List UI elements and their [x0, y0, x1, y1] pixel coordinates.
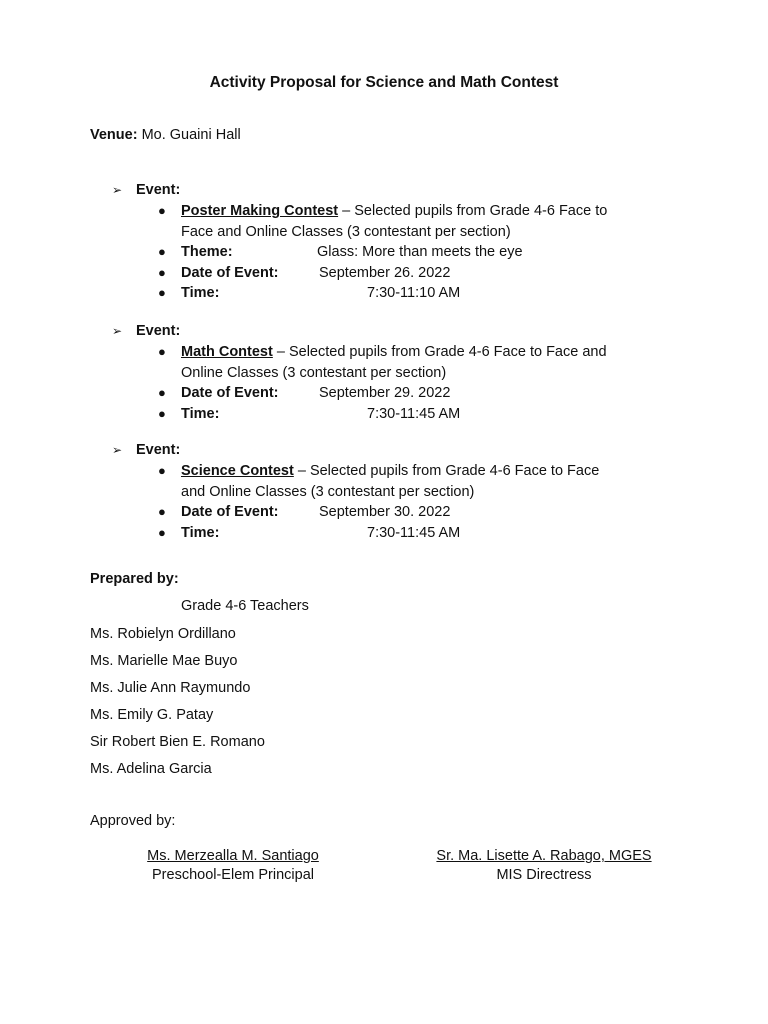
contest-name: Poster Making Contest	[181, 203, 339, 219]
dot-bullet-icon: ●	[158, 285, 166, 300]
dot-bullet-icon: ●	[158, 405, 166, 421]
signer-role: MIS Directress	[496, 867, 592, 883]
time-value: 7:30-11:45 AM	[367, 524, 461, 541]
dot-bullet-icon: ●	[158, 504, 166, 519]
signature-block-principal	[120, 847, 346, 885]
event-label: Event:	[136, 442, 181, 458]
dot-bullet-icon: ●	[158, 385, 166, 400]
list-item: Ms. Robielyn Ordillano	[90, 626, 236, 642]
list-item	[112, 283, 621, 304]
list-item: Ms. Adelina Garcia	[90, 761, 212, 777]
date-label: Date of Event:	[181, 385, 279, 401]
list-item	[112, 263, 621, 284]
list-item: Ms. Marielle Mae Buyo	[90, 653, 238, 669]
event-heading	[112, 440, 712, 461]
event-details	[112, 461, 712, 543]
approved-by-label: Approved by:	[90, 813, 176, 829]
list-item	[112, 523, 621, 544]
list-item: Ms. Julie Ann Raymundo	[90, 680, 251, 696]
theme-value: Glass: More than meets the eye	[317, 244, 523, 260]
time-label: Time:	[181, 285, 220, 301]
dot-bullet-icon: ●	[158, 463, 166, 478]
teacher-list	[90, 625, 265, 787]
list-item: Sir Robert Bien E. Romano	[90, 734, 265, 750]
teachers-group: Grade 4-6 Teachers	[181, 598, 309, 614]
date-label: Date of Event:	[181, 504, 279, 520]
date-value: September 30. 2022	[319, 504, 451, 520]
list-item	[112, 404, 621, 425]
signer-role: Preschool-Elem Principal	[152, 867, 314, 883]
contest-description: – Selected pupils from Grade 4-6 Face to Face and Online Classes (3 contestant per section)	[181, 463, 600, 500]
venue-label: Venue:	[90, 127, 138, 143]
theme-label: Theme:	[181, 244, 233, 260]
list-item	[112, 201, 621, 242]
contest-description: – Selected pupils from Grade 4-6 Face to Face and Online Classes (3 contestant per section)	[181, 344, 607, 381]
time-value: 7:30-11:45 AM	[367, 405, 461, 422]
time-value: 7:30-11:10 AM	[367, 285, 461, 301]
event-details	[112, 201, 712, 304]
list-item	[112, 502, 621, 523]
event-section-science	[112, 440, 712, 543]
dot-bullet-icon: ●	[158, 344, 166, 359]
event-details	[112, 342, 712, 424]
date-value: September 26. 2022	[319, 264, 451, 281]
signer-name: Ms. Merzealla M. Santiago	[147, 848, 319, 864]
time-label: Time:	[181, 405, 220, 422]
signature-block-directress	[414, 847, 674, 885]
dot-bullet-icon: ●	[158, 524, 166, 540]
document-title: Activity Proposal for Science and Math Contest	[209, 74, 559, 91]
arrowhead-bullet-icon: ➢	[112, 443, 123, 457]
list-item	[112, 242, 621, 263]
event-section-poster	[112, 180, 712, 304]
list-item: Ms. Emily G. Patay	[90, 707, 214, 723]
time-label: Time:	[181, 524, 220, 541]
event-label: Event:	[136, 323, 181, 339]
event-heading	[112, 180, 712, 201]
venue-line	[90, 127, 241, 143]
date-value: September 29. 2022	[319, 385, 451, 401]
arrowhead-bullet-icon: ➢	[112, 324, 123, 338]
signer-name: Sr. Ma. Lisette A. Rabago, MGES	[436, 848, 652, 864]
contest-description: – Selected pupils from Grade 4-6 Face to Face and Online Classes (3 contestant per section)	[181, 203, 608, 240]
venue-value: Mo. Guaini Hall	[141, 127, 241, 143]
list-item	[112, 461, 621, 502]
event-section-math	[112, 321, 712, 424]
event-label: Event:	[136, 182, 181, 198]
dot-bullet-icon: ●	[158, 264, 166, 280]
contest-name: Science Contest	[181, 463, 294, 479]
arrowhead-bullet-icon: ➢	[112, 183, 123, 197]
list-item	[112, 342, 621, 383]
prepared-by-label: Prepared by:	[90, 571, 179, 587]
dot-bullet-icon: ●	[158, 244, 166, 259]
contest-name: Math Contest	[181, 344, 273, 360]
dot-bullet-icon: ●	[158, 203, 166, 218]
date-label: Date of Event:	[181, 264, 279, 281]
event-heading	[112, 321, 712, 342]
list-item	[112, 383, 621, 404]
